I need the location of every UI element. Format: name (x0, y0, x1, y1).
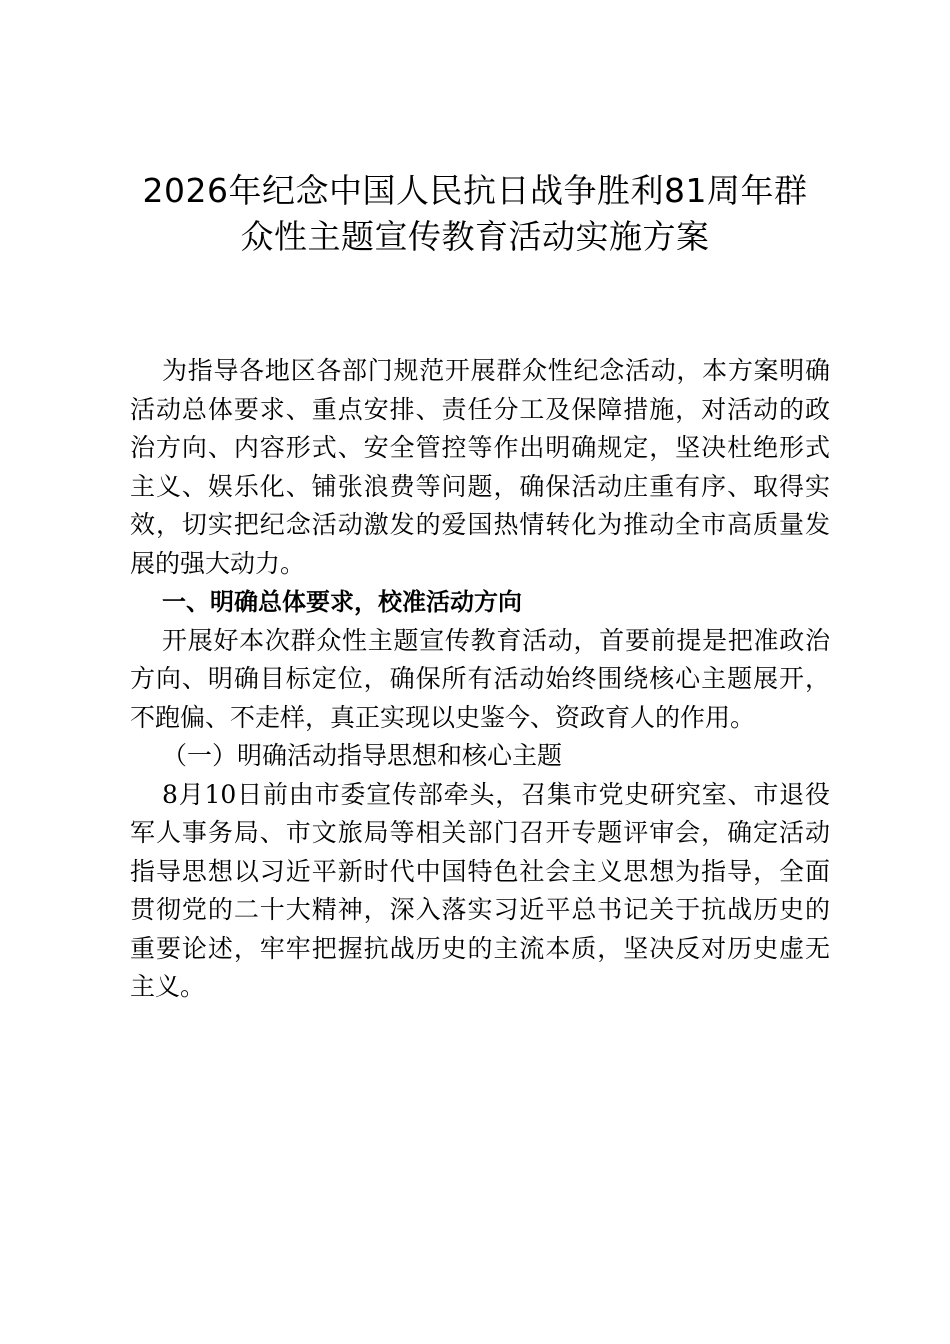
paragraph-line: 贯彻党的二十大精神，深入落实习近平总书记关于抗战历史的 (130, 895, 830, 924)
subsection-heading: （一）明确活动指导思想和核心主题 (162, 741, 563, 770)
paragraph-line: 活动总体要求、重点安排、责任分工及保障措施，对活动的政 (130, 394, 830, 424)
paragraph-line: 重要论述，牢牢把握抗战历史的主流本质，坚决反对历史虚无 (130, 933, 830, 963)
document-body (130, 352, 830, 1007)
subsection1-paragraph (130, 776, 830, 1007)
paragraph-line: 军人事务局、市文旅局等相关部门召开专题评审会，确定活动 (130, 818, 830, 847)
title-line-2: 众性主题宣传教育活动实施方案 (240, 217, 710, 256)
paragraph-line: 治方向、内容形式、安全管控等作出明确规定，坚决杜绝形式 (130, 433, 830, 462)
paragraph-line: 主义、娱乐化、铺张浪费等问题，确保活动庄重有序、取得实 (130, 471, 830, 501)
paragraph-line: 主义。 (130, 972, 206, 1001)
document-title (120, 168, 830, 260)
paragraph-line: 8月10日前由市委宣传部牵头，召集市党史研究室、市退役 (162, 779, 830, 809)
paragraph-line: 为指导各地区各部门规范开展群众性纪念活动，本方案明确 (162, 356, 830, 385)
paragraph-line: 不跑偏、不走样，真正实现以史鉴今、资政育人的作用。 (130, 702, 756, 732)
paragraph-line: 指导思想以习近平新时代中国特色社会主义思想为指导，全面 (130, 856, 830, 886)
paragraph-line: 开展好本次群众性主题宣传教育活动，首要前提是把准政治 (162, 625, 830, 655)
section1-paragraph (130, 622, 830, 738)
title-line-1: 2026年纪念中国人民抗日战争胜利81周年群 (142, 171, 808, 210)
section-heading: 一、明确总体要求，校准活动方向 (162, 588, 522, 616)
paragraph-line: 效，切实把纪念活动激发的爱国热情转化为推动全市高质量发 (130, 510, 830, 539)
intro-paragraph (130, 352, 830, 583)
paragraph-line: 方向、明确目标定位，确保所有活动始终围绕核心主题展开， (130, 664, 830, 693)
paragraph-line: 展的强大动力。 (130, 548, 306, 578)
